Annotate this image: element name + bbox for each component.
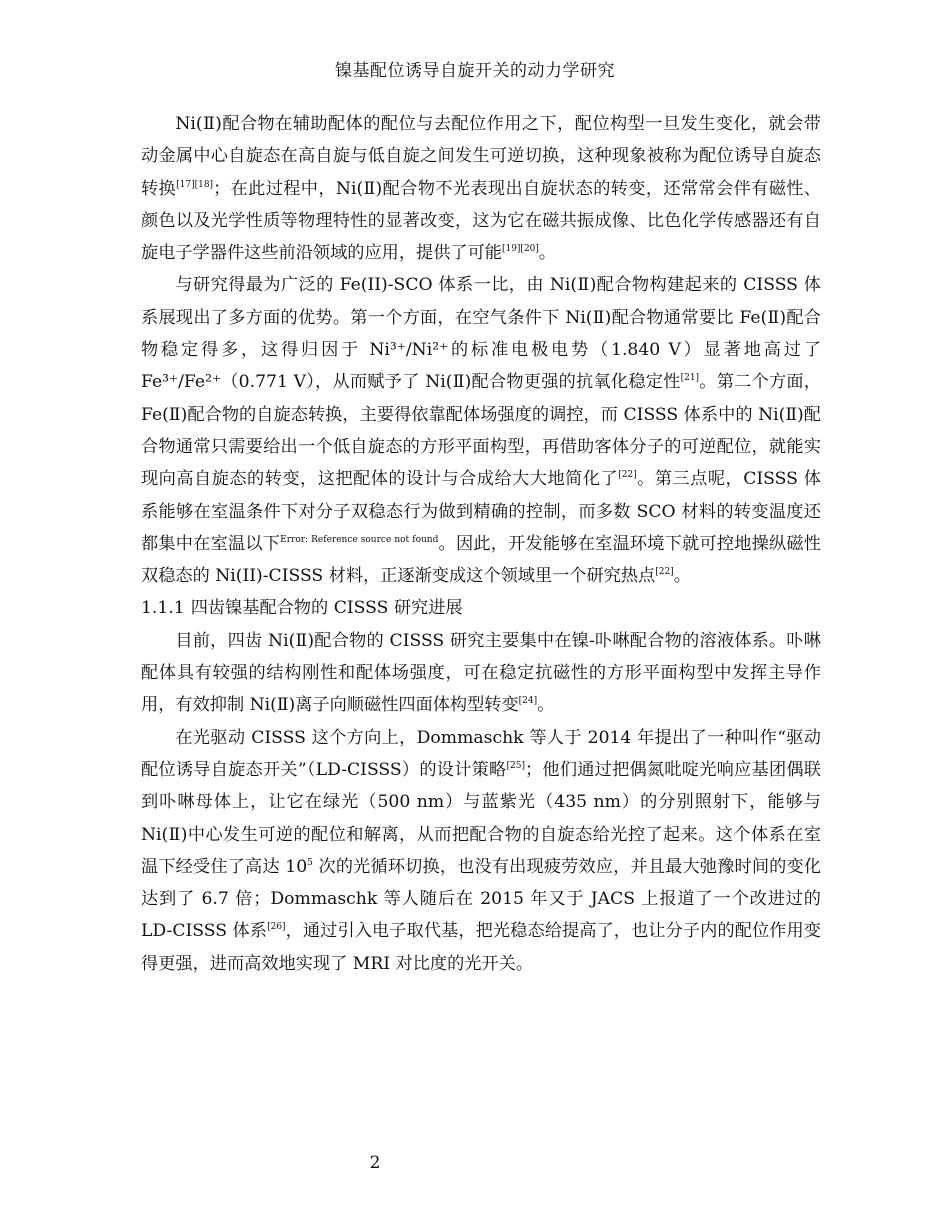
citation-reference: [26] [267, 922, 286, 933]
citation-reference: Error: Reference source not found [280, 534, 439, 545]
citation-reference: [19][20] [501, 244, 539, 255]
paragraph [141, 269, 821, 592]
section-title: 四齿镍基配合物的 CISSS 研究进展 [190, 598, 463, 619]
section-heading [141, 592, 821, 624]
paragraph-text: 。第三点呢，CISSS 体系能够在室温条件下对分子双稳态行为做到精确的控制，而多数 SCO 材料的转变温度还都集中在室温以下 [141, 469, 821, 554]
paragraph [141, 108, 821, 269]
paragraph-text: 在光驱动 CISSS 这个方向上，Dommaschk 等人于 2014 年提出了一种叫作“驱动配位诱导自旋态开关”（LD-CISSS）的设计策略 [141, 727, 821, 780]
paragraph-text: 与研究得最为广泛的 Fe(II)-SCO 体系一比，由 Ni(Ⅱ)配合物构建起来的 CISSS 体系展现出了多方面的优势。第一个方面，在空气条件下 Ni(Ⅱ)配合物通常要比 Fe(Ⅱ)配合物稳定得多，这得归因于 Ni³⁺/Ni²⁺的标准电极电势（1.840 V）显著地高过了 Fe³⁺/Fe²⁺（0.771 V），从而赋予了 Ni(Ⅱ)配合物更强的抗氧化稳定性 [141, 275, 821, 393]
paragraph-text: Ni(Ⅱ)配合物在辅助配体的配位与去配位作用之下，配位构型一旦发生变化，就会带动金属中心自旋态在高自旋与低自旋之间发生可逆切换，这种现象被称为配位诱导自旋态转换 [141, 114, 821, 199]
paragraph-text: 。 [537, 695, 555, 716]
citation-reference: [25] [506, 760, 525, 771]
page-number: 2 [369, 1153, 381, 1173]
paragraph-text: ；他们通过把偶氮吡啶光响应基团偶联到卟啉母体上，让它在绿光（500 nm）与蓝紫光（435 nm）的分别照射下，能够与 Ni(Ⅱ)中心发生可逆的配位和解离，从而把配合物的自旋态给光控了起来。这个体系在室温下经受住了高达 10 [141, 759, 821, 877]
paragraph-text: ；在此过程中，Ni(Ⅱ)配合物不光表现出自旋状态的转变，还常常会伴有磁性、颜色以及光学性质等物理特性的显著改变，这为它在磁共振成像、比色化学传感器还有自旋电子学器件这些前沿领域的应用，提供了可能 [141, 178, 821, 264]
paragraph-text: 。 [673, 566, 691, 587]
paragraph-text: 。 [538, 243, 557, 264]
paragraph-text: 。第二个方面，Fe(Ⅱ)配合物的自旋态转换，主要得依靠配体场强度的调控，而 CISSS 体系中的 Ni(Ⅱ)配合物通常只需要给出一个低自旋态的方形平面构型，再借助客体分子的可逆配位，就能实现向高自旋态的转变，这把配体的设计与合成给大大地简化了 [141, 372, 821, 490]
paragraph-text: ，通过引入电子取代基，把光稳态给提高了，也让分子内的配位作用变得更强，进而高效地实现了 MRI 对比度的光开关。 [141, 921, 821, 974]
citation-reference: [22] [618, 470, 637, 481]
paragraph [141, 722, 821, 980]
citation-reference: [24] [518, 696, 538, 707]
citation-reference: [21] [680, 373, 700, 384]
section-number: 1.1.1 [141, 598, 185, 619]
citation-reference: [17][18] [176, 179, 214, 190]
document-body [141, 108, 821, 980]
paragraph [141, 625, 821, 722]
citation-reference: [22] [655, 567, 674, 578]
running-header: 镍基配位诱导自旋开关的动力学研究 [335, 61, 615, 81]
paragraph-text: 目前，四齿 Ni(Ⅱ)配合物的 CISSS 研究主要集中在镍-卟啉配合物的溶液体系。卟啉配体具有较强的结构刚性和配体场强度，可在稳定抗磁性的方形平面构型中发挥主导作用，有效抑制 Ni(Ⅱ)离子向顺磁性四面体构型转变 [141, 630, 821, 716]
citation-reference: 5 [307, 857, 313, 868]
paragraph-text: 次的光循环切换，也没有出现疲劳效应，并且最大弛豫时间的变化达到了 6.7 倍；Dommaschk 等人随后在 2015 年又于 JACS 上报道了一个改进过的 LD-CISSS 体系 [141, 856, 822, 942]
paragraph-text: 。因此，开发能够在室温环境下就可控地操纵磁性双稳态的 Ni(II)-CISSS 材料，正逐渐变成这个领域里一个研究热点 [141, 533, 821, 587]
